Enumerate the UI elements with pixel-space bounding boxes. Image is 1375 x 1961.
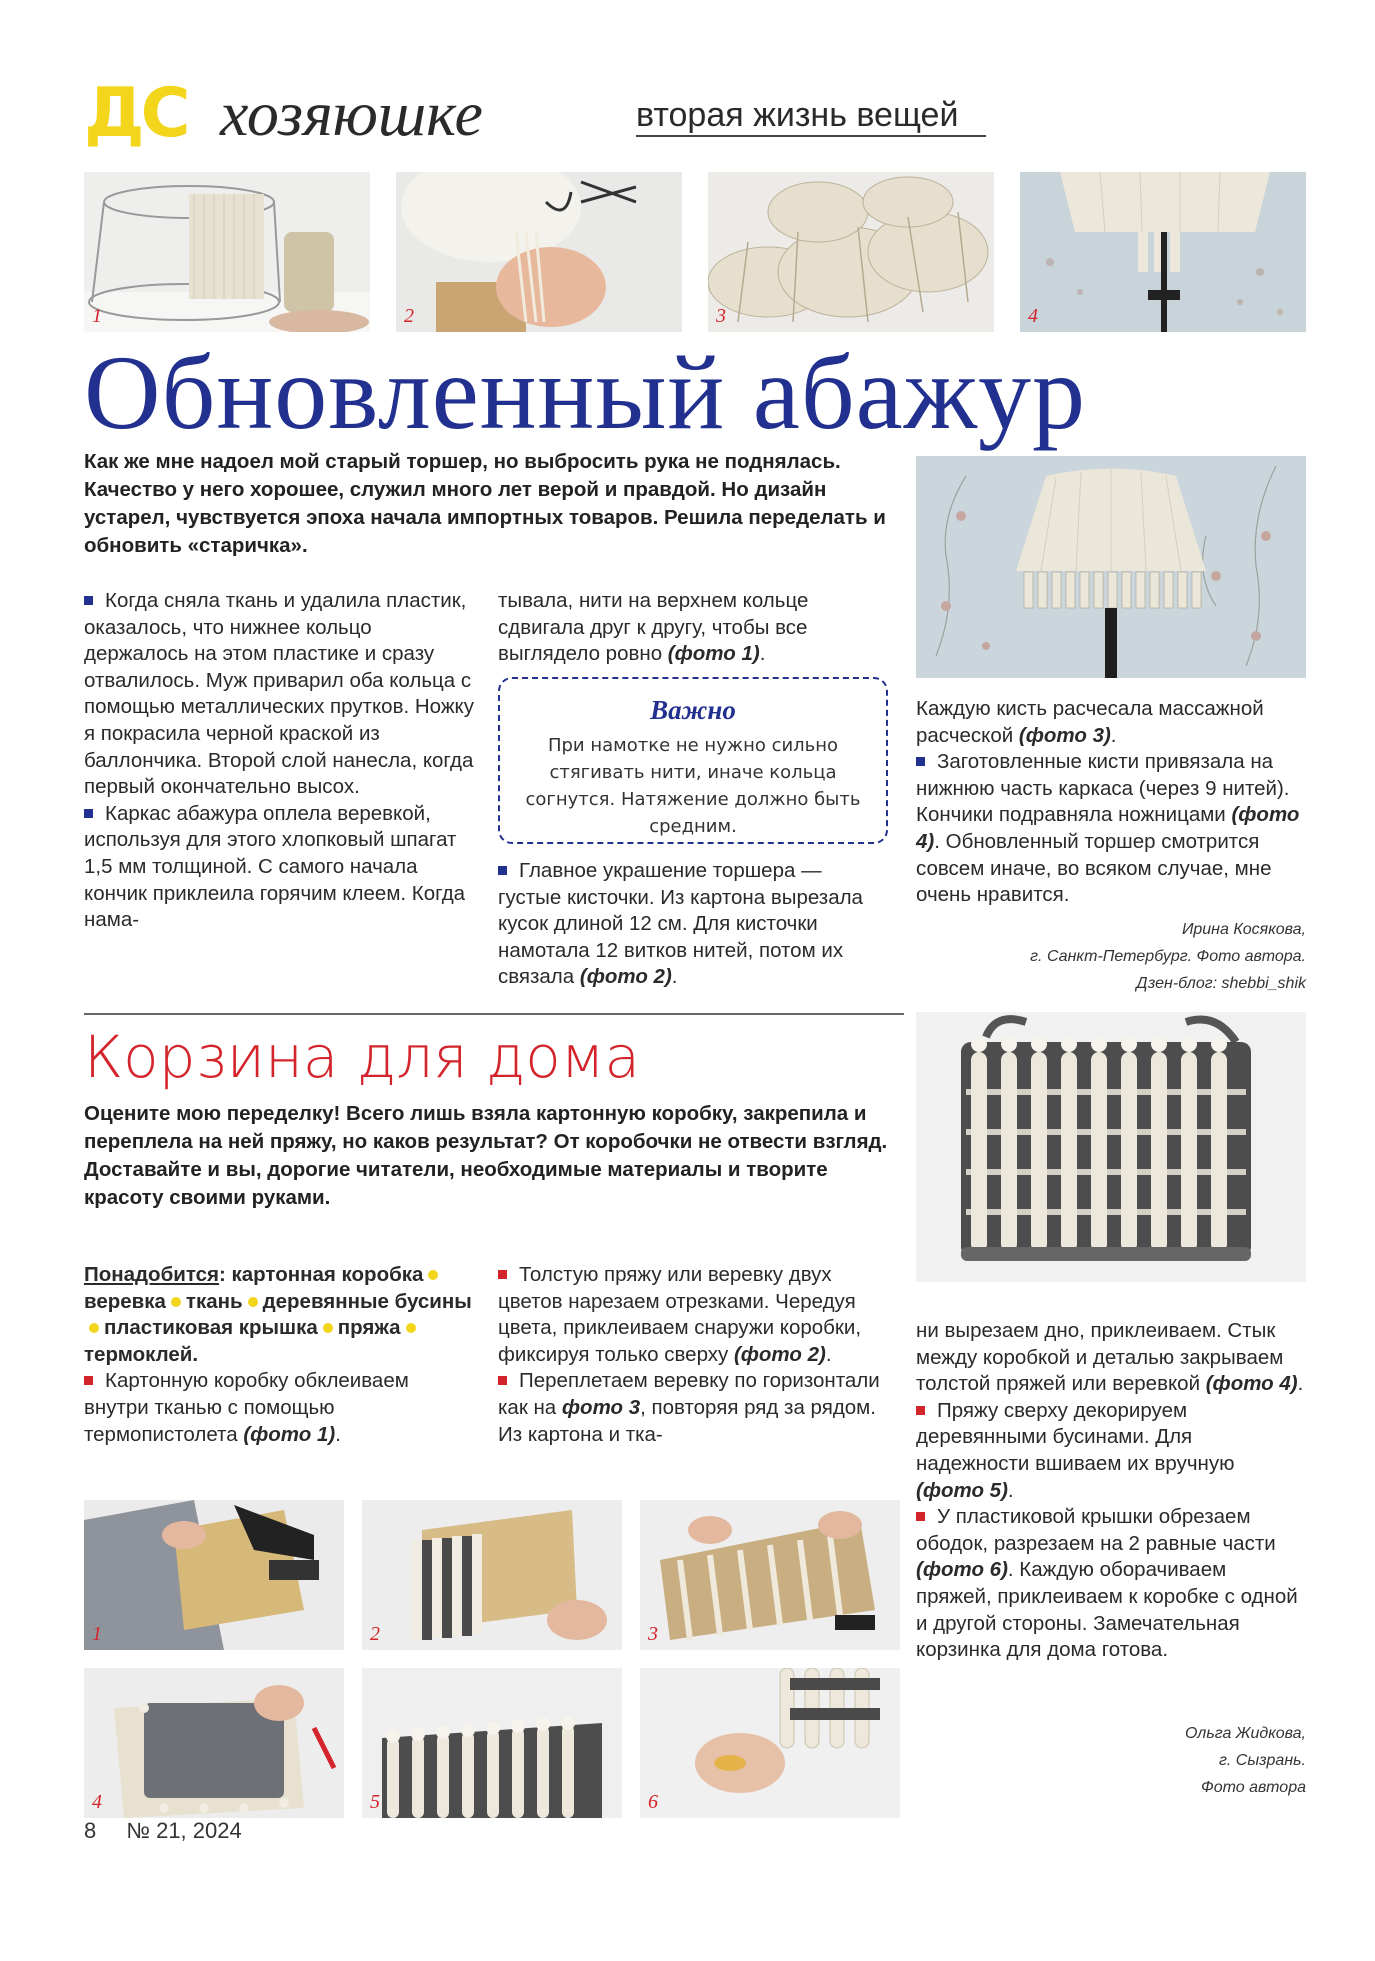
photo-credit: Фото автора (1200, 1779, 1306, 1796)
article2-column-2: Толстую пряжу или веревку двух цветов нарезаем отрезками. Чередуя цвета, приклеиваем снаружи коробки, фиксируя только сверху (фото 2). Переплетаем веревку по горизонтали как на фото 3, повторяя ряд за рядом. Из картона и тка- (498, 1263, 880, 1446)
step-photo-3 (640, 1500, 900, 1650)
article-divider (84, 1013, 904, 1015)
bullet-square (84, 596, 93, 605)
paragraph: Заготовленные кисти привязала на нижнюю часть каркаса (через 9 нитей). Кончики подравняла ножницами (916, 750, 1290, 827)
step-photo-5 (362, 1668, 622, 1818)
photo-1-frame-wrapping (84, 172, 370, 332)
paragraph: тывала, нити на верхнем кольце сдвигала друг к другу, чтобы все выглядело ровно (498, 589, 809, 666)
needed-item: картонная коробка (231, 1263, 424, 1286)
page-number: 8 (84, 1818, 97, 1843)
needed-item: веревка (84, 1289, 166, 1313)
bullet-dot (406, 1323, 416, 1333)
needed-item: пластиковая крышка (104, 1316, 318, 1340)
photo-number: 3 (716, 305, 726, 327)
paragraph-end: . Каждую оборачиваем пряжей, приклеиваем к коробке с одной и другой стороны. Замечательная корзинка для дома готова. (916, 1558, 1298, 1662)
photo-number: 1 (92, 1623, 102, 1645)
paragraph: Каждую кисть расчесала массажной расческой (916, 697, 1264, 747)
photo-ref: (фото 5) (916, 1478, 1008, 1502)
paragraph: Картонную коробку обклеиваем внутри тканью с помощью термопистолета (84, 1369, 409, 1446)
article-title: Обновленный абажур (84, 334, 1086, 451)
important-note-box (498, 677, 888, 844)
author-city: г. Санкт-Петербург. Фото автора. (1030, 948, 1306, 965)
needed-item: деревянные бусины (262, 1289, 472, 1313)
paragraph: Переплетаем веревку по горизонтали как на (498, 1369, 880, 1419)
needed-label: Понадобится (84, 1263, 219, 1286)
lamp-photo (916, 456, 1306, 678)
article1-signature (916, 916, 1306, 997)
needed-item: пряжа (337, 1316, 401, 1340)
paragraph: Каркас абажура оплела веревкой, используя для этого хлопковый шпагат 1,5 мм толщиной. С самого начала кончик приклеила горячим клеем. Когда нама- (84, 801, 466, 932)
photo-number: 3 (648, 1623, 658, 1645)
bullet-square (498, 866, 507, 875)
basket-photo (916, 1012, 1306, 1282)
author: Ирина Косякова, (1181, 921, 1306, 938)
bullet-dot (248, 1297, 258, 1307)
article2-title: Корзина для дома (84, 1023, 641, 1091)
bullet-square (84, 809, 93, 818)
bullet-square (498, 1376, 507, 1385)
needed-item: термоклей. (84, 1342, 199, 1366)
article1-column-1 (84, 588, 474, 934)
photo-ref: фото 3 (561, 1395, 641, 1419)
page-footer (84, 1818, 242, 1844)
bullet-square (916, 1512, 925, 1521)
paragraph: У пластиковой крышки обрезаем ободок, разрезаем на 2 равные части (916, 1505, 1276, 1555)
author-city: г. Сызрань. (1218, 1752, 1306, 1769)
step-photo-4 (84, 1668, 344, 1818)
author: Ольга Жидкова, (1185, 1725, 1306, 1742)
photo-number: 5 (370, 1791, 380, 1813)
photo-ref: (фото 1) (243, 1422, 336, 1446)
article1-column-2-cont: Главное украшение торшера — густые кисточки. Из картона вырезала кусок длиной 12 см. Для кисточки намотала 12 витков нитей, потом их связала (фото 2). (498, 859, 863, 989)
photo-ref: (фото 1) (667, 642, 760, 666)
photo-number: 6 (648, 1791, 658, 1813)
photo-ref: (фото 2) (733, 1342, 826, 1366)
photo-ref: (фото 4) (916, 803, 1300, 853)
bullet-dot (171, 1297, 181, 1307)
header-divider (636, 135, 986, 137)
section-tagline: вторая жизнь вещей (636, 96, 959, 134)
article2-column-3: ни вырезаем дно, приклеиваем. Стык между коробкой и деталью закрываем толстой пряжей или веревкой (фото 4). Пряжу сверху декорируем деревянными бусинами. Для надежности вшиваем их вручную (фото 5). У пластиковой крышки обрезаем ободок, разрезаем на 2 равные части (фото 6). Каждую оборачиваем пряжей, приклеиваем к коробке с одной и другой стороны. Замечательная корзинка для дома готова. (916, 1319, 1304, 1662)
needed-item: ткань (185, 1289, 243, 1313)
paragraph: Пряжу сверху декорируем деревянными бусинами. Для надежности вшиваем их вручную (916, 1398, 1235, 1475)
step-photo-1 (84, 1500, 344, 1650)
photo-2-tassel-making (396, 172, 682, 332)
photo-4-finished-lamp (1020, 172, 1306, 332)
bullet-square (916, 1406, 925, 1415)
bullet-dot (89, 1323, 99, 1333)
photo-ref: (фото 2) (579, 965, 672, 989)
article1-column-3: Каждую кисть расчесала массажной расческой (фото 3). Заготовленные кисти привязала на нижнюю часть каркаса (через 9 нитей). Кончики подравняла ножницами (фото 4). Обновленный торшер смотрится совсем иначе, во всяком случае, мне очень нравится. (916, 697, 1300, 907)
photo-number: 1 (92, 305, 102, 327)
note-title: Важно (650, 695, 736, 725)
photo-3-tassels (708, 172, 994, 332)
paragraph: Главное украшение торшера — густые кисточки. Из картона вырезала кусок длиной 12 см. Для кисточки намотала 12 витков нитей, потом их связала (498, 859, 863, 989)
author-blog: Дзен-блог: shebbi_shik (1136, 975, 1306, 992)
photo-ref: (фото 6) (916, 1558, 1008, 1582)
photo-number: 2 (404, 305, 414, 327)
photo-number: 4 (1028, 305, 1038, 327)
article1-column-2: тывала, нити на верхнем кольце сдвигала друг к другу, чтобы все выглядело ровно (фото 1). (498, 589, 809, 666)
article2-signature (916, 1720, 1306, 1801)
step-photo-2 (362, 1500, 622, 1650)
photo-ref: (фото 4) (1205, 1372, 1298, 1396)
magazine-logo: ДС (84, 74, 187, 153)
section-title: хозяюшке (220, 78, 483, 149)
photo-number: 4 (92, 1791, 102, 1813)
issue-number: № 21, 2024 (126, 1818, 242, 1843)
bullet-dot (323, 1323, 333, 1333)
paragraph-end: , повторяя ряд за рядом. Из картона и тка- (498, 1395, 876, 1446)
article-lead: Как же мне надоел мой старый торшер, но выбросить рука не поднялась. Качество у него хорошее, служил много лет верой и правдой. Но дизайн устарел, чувствуется эпоха начала импортных товаров. Решила переделать и обновить «старичка». (84, 450, 886, 557)
paragraph: Когда сняла ткань и удалила пластик, оказалось, что нижнее кольцо держалось на этом пластике и сразу отвалилось. Муж приварил оба кольца с помощью металлических прутков. Ножку я покрасила черной краской из баллончика. Второй слой нанесла, когда первый окончательно высох. (84, 589, 474, 799)
paragraph-end: . Обновленный торшер смотрится совсем иначе, во всяком случае, мне очень нравится. (916, 829, 1272, 907)
article2-lead: Оцените мою переделку! Всего лишь взяла картонную коробку, закрепила и переплела на ней пряжу, но каков результат? От коробочки не отвести взгляд. Доставайте и вы, дорогие читатели, необходимые материалы и творите красоту своими руками. (84, 1102, 888, 1209)
bullet-square (916, 757, 925, 766)
paragraph: Толстую пряжу или веревку двух цветов нарезаем отрезками. Чередуя цвета, приклеиваем снаружи коробки, фиксируя только сверху (498, 1263, 862, 1366)
bullet-square (84, 1376, 93, 1385)
photo-number: 2 (370, 1623, 380, 1645)
paragraph: ни вырезаем дно, приклеиваем. Стык между коробкой и деталью закрываем толстой пряжей или веревкой (916, 1319, 1284, 1396)
photo-ref: (фото 3) (1018, 723, 1111, 747)
bullet-dot (428, 1270, 438, 1280)
bullet-square (498, 1270, 507, 1279)
step-photo-6 (640, 1668, 900, 1818)
note-text: При намотке не нужно сильно стягивать нити, иначе кольца согнутся. Натяжение должно быть средним. (525, 735, 861, 837)
article2-column-1: Понадобится: картонная коробкаверевка ткань деревянные бусиныпластиковая крышка пряжатермоклей. Картонную коробку обклеиваем внутри тканью с помощью термопистолета (фото 1). (84, 1263, 472, 1446)
